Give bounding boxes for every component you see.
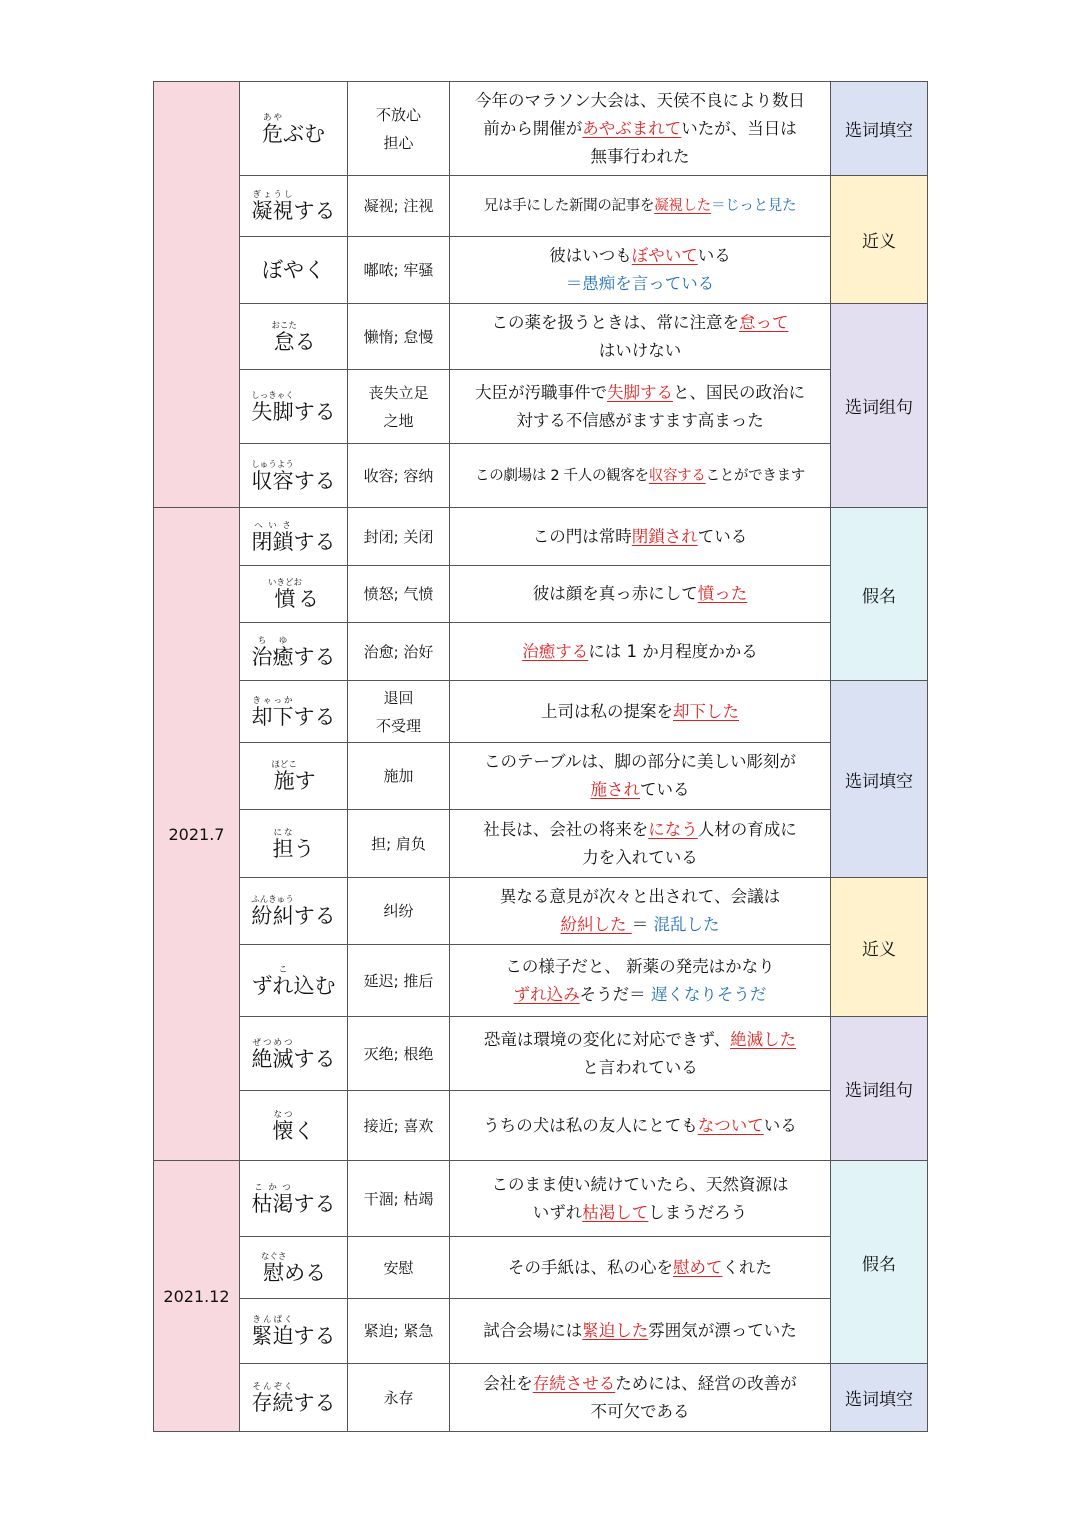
word-cell bbox=[240, 370, 348, 444]
example-line bbox=[450, 953, 830, 981]
example-text: 力を入れている bbox=[582, 847, 698, 867]
word-kanji bbox=[272, 827, 294, 861]
word-kanji-text: 枯渇 bbox=[251, 1191, 294, 1216]
example-line bbox=[450, 844, 830, 872]
meaning-cell bbox=[348, 623, 450, 681]
meaning-cell bbox=[348, 743, 450, 810]
vocabulary-table bbox=[153, 81, 928, 1432]
highlighted-word: 怠って bbox=[739, 312, 789, 332]
word-okurigana: する bbox=[293, 1324, 336, 1348]
table-row bbox=[154, 743, 928, 810]
question-type-cell: 近义 bbox=[831, 176, 928, 304]
word-kanji bbox=[251, 1037, 294, 1071]
example-sentence-cell bbox=[450, 945, 831, 1017]
furigana: なつ bbox=[272, 1109, 294, 1120]
meaning-cell bbox=[348, 810, 450, 878]
example-text: その手紙は、私の心を bbox=[508, 1257, 673, 1277]
example-line bbox=[450, 337, 830, 365]
furigana: ほどこ bbox=[271, 760, 297, 770]
example-line bbox=[450, 1199, 830, 1227]
table-row bbox=[154, 370, 928, 444]
word-cell bbox=[240, 1017, 348, 1091]
example-text: 雰囲気が漂っていた bbox=[648, 1321, 797, 1340]
meaning-cell bbox=[348, 304, 450, 370]
word-kanji-text: 絶滅 bbox=[251, 1046, 294, 1071]
meaning-cell bbox=[348, 176, 450, 237]
example-line bbox=[450, 379, 830, 407]
highlighted-word: 紛糾した bbox=[560, 915, 632, 934]
word-cell bbox=[240, 237, 348, 304]
furigana: なぐさ bbox=[260, 1251, 287, 1262]
example-text: 会社を bbox=[483, 1373, 533, 1393]
word-cell bbox=[240, 945, 348, 1017]
word-okurigana: する bbox=[293, 1046, 336, 1071]
example-text: には 1 か月程度かかる bbox=[588, 641, 758, 661]
example-line bbox=[450, 1026, 830, 1054]
table-row bbox=[154, 623, 928, 681]
example-text: このまま使い続けていたら、天然資源は bbox=[491, 1174, 789, 1194]
word-kanji-text: 担 bbox=[272, 836, 294, 861]
example-line bbox=[450, 1398, 830, 1426]
meaning-line: 延迟; 推后 bbox=[363, 971, 434, 990]
question-type-cell: 选词填空 bbox=[831, 681, 928, 878]
example-text: 試合会場には bbox=[483, 1321, 583, 1340]
question-type-cell: 选词组句 bbox=[831, 1017, 928, 1161]
word-kanji bbox=[251, 895, 294, 928]
meaning-line: 凝视; 注视 bbox=[363, 197, 434, 215]
highlighted-word: 失脚する bbox=[607, 382, 673, 402]
example-text: いる bbox=[697, 246, 731, 265]
meaning-line: 不放心 bbox=[375, 105, 421, 124]
word-kanji bbox=[267, 578, 302, 611]
example-sentence-cell bbox=[450, 1091, 831, 1161]
example-text: 不可欠である bbox=[590, 1401, 690, 1421]
table-row bbox=[154, 566, 928, 623]
highlighted-word: 治癒する bbox=[522, 641, 589, 661]
word-cell bbox=[240, 1364, 348, 1432]
example-text: 無事行われた bbox=[590, 146, 690, 166]
meaning-line: 担心 bbox=[383, 133, 414, 152]
furigana: ぜつめつ bbox=[251, 1037, 294, 1048]
furigana: きんぱく bbox=[251, 1315, 294, 1325]
table-row bbox=[154, 1299, 928, 1364]
word-okurigana: する bbox=[293, 904, 336, 928]
furigana: いきどお bbox=[267, 578, 302, 588]
question-type-cell: 假名 bbox=[831, 508, 928, 681]
word-okurigana: する bbox=[293, 529, 336, 554]
example-sentence-cell bbox=[450, 681, 831, 743]
furigana: にな bbox=[272, 827, 294, 838]
meaning-line: 紧迫; 紧急 bbox=[363, 1322, 434, 1340]
word-kanji-text: 施 bbox=[271, 769, 297, 793]
table-row bbox=[154, 176, 928, 237]
meaning-line: 之地 bbox=[383, 411, 414, 430]
table-row bbox=[154, 1017, 928, 1091]
meaning-cell bbox=[348, 1237, 450, 1299]
example-text: ためには、経営の改善が bbox=[615, 1373, 797, 1393]
furigana: そんぞく bbox=[251, 1381, 294, 1392]
word-kanji-text: 懐 bbox=[272, 1118, 294, 1143]
table-row bbox=[154, 82, 928, 176]
example-line bbox=[450, 698, 830, 726]
word-kanji-text: 危 bbox=[262, 121, 283, 146]
word-okurigana: する bbox=[293, 199, 336, 223]
highlighted-word: 慰めて bbox=[673, 1257, 723, 1277]
example-text: この劇場は 2 千人の観客を bbox=[475, 467, 649, 484]
word-kanji-text: 収容 bbox=[251, 468, 294, 493]
word-okurigana: する bbox=[293, 644, 336, 669]
word-okurigana: ぼやく bbox=[262, 257, 325, 282]
example-sentence-cell bbox=[450, 1364, 831, 1432]
word-okurigana: る bbox=[297, 587, 319, 611]
example-sentence-cell bbox=[450, 1237, 831, 1299]
word-okurigana: す bbox=[294, 769, 316, 793]
example-text: ている bbox=[640, 780, 690, 799]
example-text: ＝ bbox=[631, 915, 654, 934]
example-line bbox=[450, 270, 830, 298]
example-text: ている bbox=[697, 526, 748, 546]
word-kanji bbox=[251, 520, 294, 554]
word-kanji bbox=[251, 1182, 294, 1216]
word-okurigana: ぶむ bbox=[283, 121, 325, 146]
example-text: 大臣が汚職事件で bbox=[475, 382, 607, 402]
furigana: こかつ bbox=[251, 1182, 294, 1193]
question-type-cell: 选词填空 bbox=[831, 82, 928, 176]
furigana: へいさ bbox=[251, 520, 294, 531]
highlighted-word: あやぶまれて bbox=[582, 118, 682, 138]
example-text: 上司は私の提案を bbox=[541, 701, 673, 721]
meaning-cell bbox=[348, 508, 450, 566]
example-text: ことができます bbox=[705, 467, 805, 484]
example-line bbox=[450, 242, 830, 270]
example-line bbox=[450, 1370, 830, 1398]
word-cell bbox=[240, 1161, 348, 1237]
question-type-cell: 选词填空 bbox=[831, 1364, 928, 1432]
word-cell bbox=[240, 878, 348, 945]
example-sentence-cell bbox=[450, 743, 831, 810]
word-cell bbox=[240, 1237, 348, 1299]
word-okurigana: する bbox=[293, 704, 336, 729]
example-line bbox=[450, 1171, 830, 1199]
table-row bbox=[154, 444, 928, 508]
example-line bbox=[450, 192, 830, 220]
word-kanji bbox=[251, 1381, 294, 1415]
meaning-cell bbox=[348, 444, 450, 508]
word-cell bbox=[240, 623, 348, 681]
table-row bbox=[154, 945, 928, 1017]
example-text: 兄は手にした新聞の記事を bbox=[483, 198, 655, 214]
table-row bbox=[154, 237, 928, 304]
furigana: ちゆ bbox=[251, 635, 294, 646]
table-row bbox=[154, 810, 928, 878]
example-line bbox=[450, 776, 830, 804]
example-line bbox=[450, 87, 830, 115]
example-text: いる bbox=[763, 1115, 797, 1135]
highlighted-word: 収容する bbox=[648, 467, 706, 484]
word-kanji bbox=[271, 760, 297, 793]
meaning-line: 懒惰; 怠慢 bbox=[363, 327, 434, 346]
highlighted-word: 却下した bbox=[673, 701, 739, 721]
meaning-line: 封闭; 关闭 bbox=[363, 527, 434, 546]
highlighted-word: 施され bbox=[590, 780, 640, 799]
example-text: 彼は顔を真っ赤にして bbox=[532, 584, 698, 603]
word-okurigana: く bbox=[293, 1118, 315, 1143]
word-cell bbox=[240, 566, 348, 623]
example-line bbox=[450, 143, 830, 171]
word-kanji bbox=[251, 695, 294, 729]
table-row bbox=[154, 1237, 928, 1299]
question-type-cell: 选词组句 bbox=[831, 304, 928, 508]
meaning-cell bbox=[348, 1161, 450, 1237]
example-line bbox=[450, 981, 830, 1009]
highlighted-word: ずれ込み bbox=[513, 984, 580, 1004]
example-line bbox=[450, 1054, 830, 1082]
highlighted-word: 存続させる bbox=[532, 1373, 616, 1393]
word-okurigana: する bbox=[293, 1191, 336, 1216]
word-kanji-text: 存続 bbox=[251, 1390, 294, 1415]
example-sentence-cell bbox=[450, 444, 831, 508]
example-sentence-cell bbox=[450, 304, 831, 370]
meaning-cell bbox=[348, 1299, 450, 1364]
meaning-cell bbox=[348, 945, 450, 1017]
table-row bbox=[154, 1364, 928, 1432]
example-text: と、国民の政治に bbox=[673, 382, 805, 402]
example-line bbox=[450, 407, 830, 435]
word-kanji bbox=[251, 459, 294, 493]
word-cell bbox=[240, 743, 348, 810]
synonym-paraphrase: ＝じっと見た bbox=[711, 198, 797, 214]
example-sentence-cell bbox=[450, 566, 831, 623]
example-text: 人材の育成に bbox=[697, 819, 797, 839]
word-cell bbox=[240, 810, 348, 878]
word-okurigana: する bbox=[293, 468, 336, 493]
example-line bbox=[450, 911, 830, 939]
furigana: しっきゃく bbox=[251, 390, 294, 401]
word-kanji-text: 治癒 bbox=[251, 644, 294, 669]
meaning-line: 丧失立足 bbox=[368, 383, 429, 402]
synonym-paraphrase: 遅くなりそうだ bbox=[650, 984, 767, 1004]
meaning-line: 退回 bbox=[383, 688, 414, 707]
table-row bbox=[154, 304, 928, 370]
highlighted-word: ぼやいて bbox=[631, 246, 698, 265]
example-text: 異なる意見が次々と出されて、会議は bbox=[499, 887, 781, 906]
highlighted-word: 閉鎖され bbox=[631, 526, 698, 546]
highlighted-word: 緊迫した bbox=[582, 1321, 649, 1340]
word-kanji-text: 怠 bbox=[271, 329, 297, 354]
word-cell bbox=[240, 176, 348, 237]
example-text: うちの犬は私の友人にとても bbox=[483, 1115, 698, 1135]
word-okurigana: する bbox=[293, 399, 336, 424]
word-okurigana: る bbox=[294, 329, 316, 354]
question-type-cell: 近义 bbox=[831, 878, 928, 1017]
date-cell: 2021.12 bbox=[154, 1161, 240, 1432]
word-okurigana: う bbox=[293, 836, 315, 861]
word-kanji bbox=[251, 964, 315, 998]
word-kanji-text: 緊迫 bbox=[251, 1324, 294, 1348]
word-kanji-text: 紛糾 bbox=[251, 904, 294, 928]
example-line bbox=[450, 638, 830, 666]
example-text: そうだ＝ bbox=[579, 984, 651, 1004]
example-line bbox=[450, 816, 830, 844]
word-kanji bbox=[251, 390, 294, 424]
meaning-line: 施加 bbox=[383, 767, 414, 785]
example-line bbox=[450, 309, 830, 337]
word-okurigana: する bbox=[293, 1390, 336, 1415]
furigana: しゅうよう bbox=[251, 459, 294, 470]
meaning-cell bbox=[348, 878, 450, 945]
synonym-paraphrase: 混乱した bbox=[653, 915, 720, 934]
word-kanji-text: 慰 bbox=[260, 1260, 287, 1285]
example-text: 彼はいつも bbox=[549, 246, 632, 265]
date-cell bbox=[154, 82, 240, 508]
meaning-cell bbox=[348, 1017, 450, 1091]
example-text: 恐竜は環境の変化に対応できず、 bbox=[483, 1029, 731, 1049]
example-line bbox=[450, 748, 830, 776]
example-line bbox=[450, 115, 830, 143]
word-kanji bbox=[251, 190, 294, 223]
example-text: このテーブルは、脚の部分に美しい彫刻が bbox=[483, 752, 796, 771]
word-kanji bbox=[272, 1109, 294, 1143]
word-cell bbox=[240, 444, 348, 508]
meaning-cell bbox=[348, 82, 450, 176]
example-text: しまうだろう bbox=[648, 1202, 748, 1222]
example-sentence-cell bbox=[450, 810, 831, 878]
example-text: はいけない bbox=[598, 340, 682, 360]
meaning-line: 接近; 喜欢 bbox=[363, 1116, 434, 1135]
example-line bbox=[450, 580, 830, 608]
word-kanji bbox=[262, 112, 283, 146]
word-kanji-text: 却下 bbox=[251, 704, 294, 729]
word-cell bbox=[240, 82, 348, 176]
highlighted-word: 凝視した bbox=[654, 198, 711, 214]
meaning-line: 愤怒; 气愤 bbox=[363, 585, 434, 603]
meaning-cell bbox=[348, 681, 450, 743]
meaning-line: 不受理 bbox=[375, 716, 421, 735]
example-text: 今年のマラソン大会は、天侯不良により数日 bbox=[475, 90, 805, 110]
highlighted-word: になう bbox=[648, 819, 698, 839]
furigana: あや bbox=[262, 112, 283, 123]
question-type-cell: 假名 bbox=[831, 1161, 928, 1364]
word-kanji bbox=[260, 1251, 287, 1285]
highlighted-word: 枯渇して bbox=[582, 1202, 649, 1222]
example-sentence-cell bbox=[450, 82, 831, 176]
word-okurigana: める bbox=[284, 1260, 327, 1285]
meaning-cell bbox=[348, 370, 450, 444]
synonym-paraphrase: ＝愚痴を言っている bbox=[565, 274, 715, 293]
word-cell bbox=[240, 304, 348, 370]
meaning-line: 永存 bbox=[383, 1388, 414, 1407]
example-line bbox=[450, 1254, 830, 1282]
meaning-line: 干涸; 枯竭 bbox=[363, 1189, 434, 1208]
table-row bbox=[154, 1091, 928, 1161]
table-row bbox=[154, 508, 928, 566]
meaning-line: 收容; 容纳 bbox=[363, 466, 434, 485]
furigana: ぎょうし bbox=[251, 190, 294, 200]
example-sentence-cell bbox=[450, 176, 831, 237]
example-line bbox=[450, 523, 830, 551]
highlighted-word: 絶滅した bbox=[730, 1029, 797, 1049]
furigana: きゃっか bbox=[251, 695, 294, 706]
meaning-cell bbox=[348, 566, 450, 623]
word-kanji-text: 失脚 bbox=[251, 399, 294, 424]
word-okurigana: む bbox=[314, 973, 336, 998]
example-sentence-cell bbox=[450, 623, 831, 681]
date-cell: 2021.7 bbox=[154, 508, 240, 1161]
meaning-line: 灭绝; 根绝 bbox=[363, 1044, 434, 1063]
furigana: こ bbox=[251, 964, 315, 975]
example-sentence-cell bbox=[450, 878, 831, 945]
word-cell bbox=[240, 1091, 348, 1161]
word-cell bbox=[240, 1299, 348, 1364]
vocabulary-table-body bbox=[154, 82, 928, 1432]
meaning-line: 纠纷 bbox=[383, 902, 414, 920]
example-text: 対する不信感がますます高まった bbox=[516, 410, 764, 430]
example-line bbox=[450, 883, 830, 911]
furigana: おこた bbox=[271, 320, 297, 331]
example-text: 社長は、会社の将来を bbox=[483, 819, 649, 839]
example-line bbox=[450, 462, 830, 490]
word-kanji bbox=[251, 1315, 294, 1348]
meaning-line: 治愈; 治好 bbox=[363, 642, 434, 661]
example-line bbox=[450, 1112, 830, 1140]
meaning-cell bbox=[348, 1364, 450, 1432]
furigana: ふんきゅう bbox=[251, 895, 294, 905]
example-sentence-cell bbox=[450, 370, 831, 444]
word-kanji bbox=[251, 635, 294, 669]
meaning-cell bbox=[348, 237, 450, 304]
word-cell bbox=[240, 681, 348, 743]
table-row bbox=[154, 681, 928, 743]
word-kanji-text: 凝視 bbox=[251, 199, 294, 223]
example-text: と言われている bbox=[582, 1057, 698, 1077]
example-text: この門は常時 bbox=[532, 526, 632, 546]
meaning-line: 嘟哝; 牢骚 bbox=[363, 261, 434, 279]
highlighted-word: 憤った bbox=[697, 584, 748, 603]
example-text: いたが、当日は bbox=[681, 118, 797, 138]
example-text: この薬を扱うときは、常に注意を bbox=[491, 312, 739, 332]
example-text: くれた bbox=[722, 1257, 772, 1277]
example-text: 前から開催が bbox=[483, 118, 583, 138]
example-sentence-cell bbox=[450, 1161, 831, 1237]
example-sentence-cell bbox=[450, 508, 831, 566]
example-text: この様子だと、 新薬の発売はかなり bbox=[505, 956, 775, 976]
example-text: いずれ bbox=[532, 1202, 583, 1222]
example-line bbox=[450, 1317, 830, 1345]
highlighted-word: なついて bbox=[697, 1115, 764, 1135]
example-sentence-cell bbox=[450, 1299, 831, 1364]
meaning-line: 安慰 bbox=[383, 1258, 414, 1277]
table-row bbox=[154, 878, 928, 945]
meaning-line: 担; 肩负 bbox=[371, 834, 426, 853]
table-row bbox=[154, 1161, 928, 1237]
word-kanji-text: 閉鎖 bbox=[251, 529, 294, 554]
example-sentence-cell bbox=[450, 237, 831, 304]
meaning-cell bbox=[348, 1091, 450, 1161]
word-kanji bbox=[271, 320, 297, 354]
word-kanji-text: ずれ込 bbox=[251, 973, 315, 998]
example-sentence-cell bbox=[450, 1017, 831, 1091]
word-kanji-text: 憤 bbox=[267, 587, 302, 611]
word-cell bbox=[240, 508, 348, 566]
